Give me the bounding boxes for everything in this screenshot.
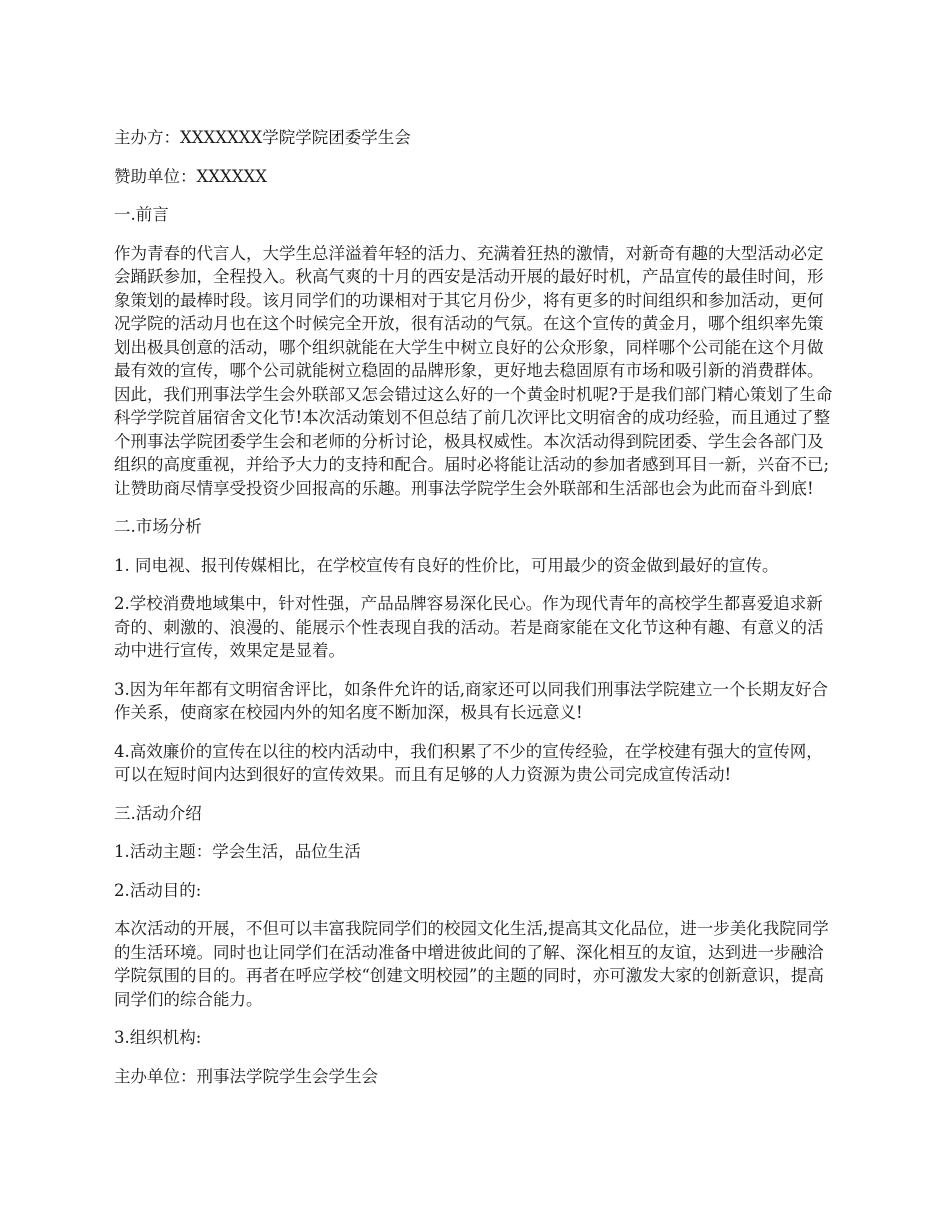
- host-unit-line: 主办单位：刑事法学院学生会学生会: [114, 1066, 378, 1086]
- organization-label: 3.组织机构:: [114, 1028, 202, 1047]
- section-heading-market-analysis: 二.市场分析: [114, 517, 202, 536]
- sponsor-line: 赞助单位：XXXXXX: [114, 166, 267, 186]
- document-page: [114, 126, 836, 1103]
- market-point-3: 3.因为年年都有文明宿舍评比，如条件允许的话,商家还可以同我们刑事法学院建立一个长期友好合作关系，使商家在校园内外的知名度不断加深，极具有长远意义!: [114, 679, 828, 722]
- organizer-line: 主办方：XXXXXXX学院学院团委学生会: [114, 128, 411, 147]
- market-point-1: 1. 同电视、报刊传媒相比，在学校宣传有良好的性价比，可用最少的资金做到最好的宣传。: [114, 555, 779, 575]
- activity-purpose-label: 2.活动目的:: [114, 880, 202, 900]
- section-heading-preface: 一.前言: [114, 205, 169, 224]
- market-point-4: 4.高效廉价的宣传在以往的校内活动中，我们积累了不少的宣传经验，在学校建有强大的宣传网，可以在短时间内达到很好的宣传效果。而且有足够的人力资源为贵公司完成宣传活动!: [114, 741, 823, 784]
- preface-paragraph: 作为青春的代言人，大学生总洋溢着年轻的活力、充满着狂热的激情，对新奇有趣的大型活动必定会踊跃参加，全程投入。秋高气爽的十月的西安是活动开展的最好时机，产品宣传的最佳时间，形象策划的最棒时段。该月同学们的功课相对于其它月份少，将有更多的时间组织和参加活动，更何况学院的活动月也在这个时候完全开放，很有活动的气氛。在这个宣传的黄金月，哪个组织率先策划出极具创意的活动，哪个组织就能在大学生中树立良好的公众形象，同样哪个公司能在这个月做最有效的宣传，哪个公司就能树立稳固的品牌形象，更好地去稳固原有市场和吸引新的消费群体。因此，我们刑事法学生会外联部又怎会错过这么好的一个黄金时机呢?于是我们部门精心策划了生命科学学院首届宿舍文化节!本次活动策划不但总结了前几次评比文明宿舍的成功经验，而且通过了整个刑事法学院团委学生会和老师的分析讨论，极具权威性。本次活动得到院团委、学生会各部门及组织的高度重视，并给予大力的支持和配合。届时必将能让活动的参加者感到耳目一新，兴奋不已;让赞助商尽情享受投资少回报高的乐趣。刑事法学院学生会外联部和生活部也会为此而奋斗到底!: [114, 243, 833, 498]
- section-heading-activity-intro: 三.活动介绍: [114, 803, 202, 823]
- market-point-2: 2.学校消费地域集中，针对性强，产品品牌容易深化民心。作为现代青年的高校学生都喜爱追求新奇的、刺激的、浪漫的、能展示个性表现自我的活动。若是商家能在文化节这种有趣、有意义的活动中进行宣传，效果定是显着。: [114, 594, 824, 660]
- activity-theme: 1.活动主题：学会生活，品位生活: [114, 842, 361, 861]
- activity-purpose-paragraph: 本次活动的开展，不但可以丰富我院同学们的校园文化生活,提高其文化品位，进一步美化我院同学的生活环境。同时也让同学们在活动准备中增进彼此间的了解、深化相互的友谊，达到进一步融洽学院氛围的目的。再者在呼应学校“创建文明校园”的主题的同时，亦可激发大家的创新意识，提高同学们的综合能力。: [114, 919, 829, 1009]
